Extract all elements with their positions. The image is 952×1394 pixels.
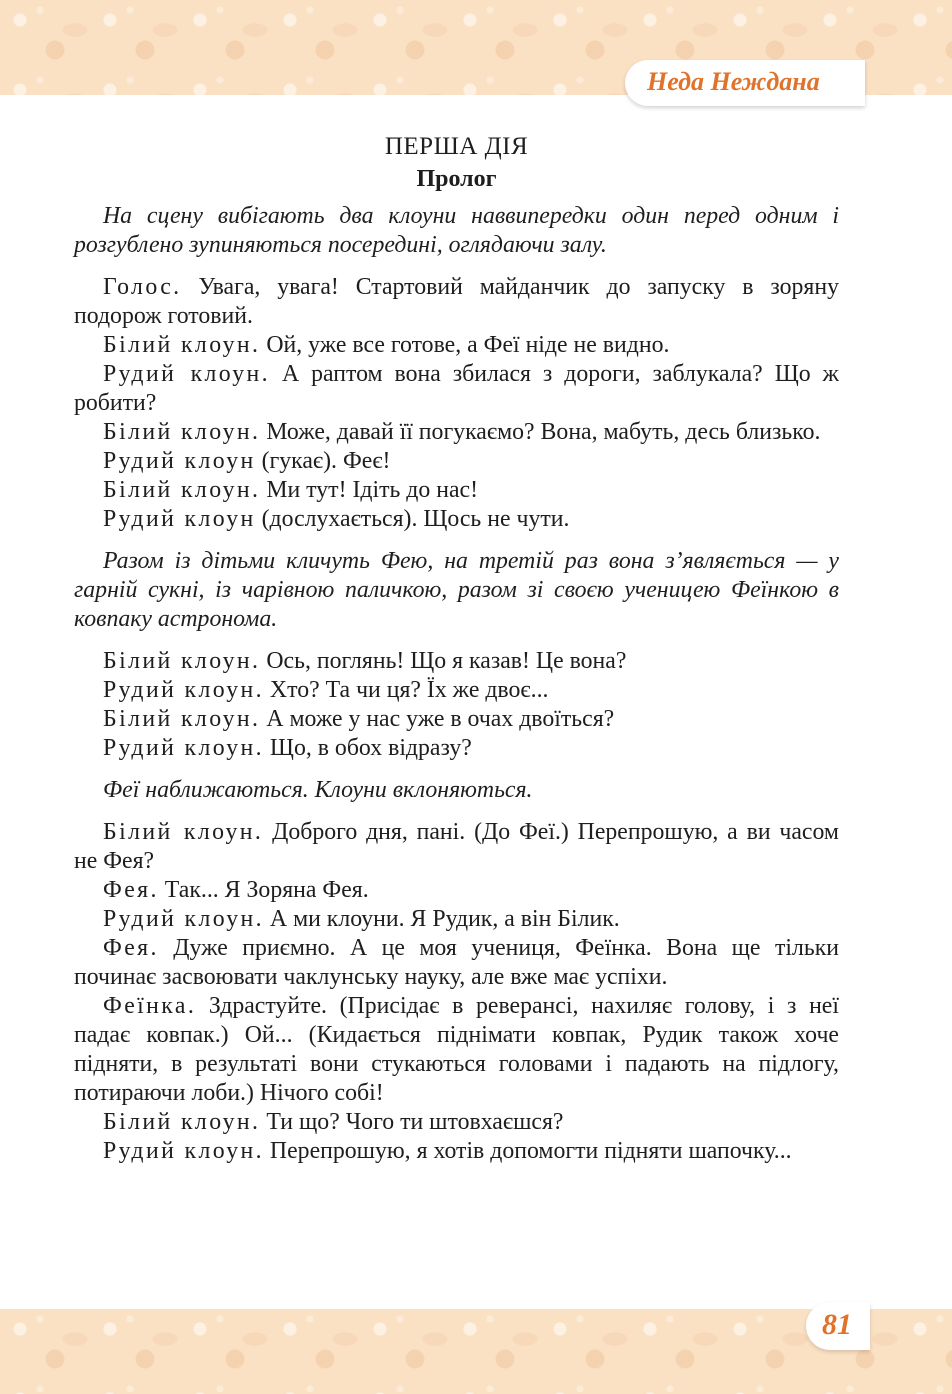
speaker-name: Білий клоун. — [103, 332, 261, 358]
dialogue-text: Ми тут! Ідіть до нас! — [260, 477, 479, 503]
running-header — [625, 60, 865, 106]
dialogue-text: Здрастуйте. (Присідає в реверансі, нахиляє голову, і з неї падає ковпак.) Ой... (Кидається піднімати ковпак, Рудик також хоче підняти, в результаті вони стукаються головами і падають на підлогу, потираючи лоби.) Нічого собі! — [74, 993, 839, 1106]
page-content — [74, 130, 839, 1179]
dialogue-text: Ой, уже все готове, а Феї ніде не видно. — [260, 332, 670, 358]
dialogue-text: Так... Я Зоряна Фея. — [158, 877, 369, 903]
dialogue-line — [74, 360, 839, 418]
dialogue-line — [74, 1137, 839, 1166]
dialogue-block — [74, 818, 839, 1166]
speaker-name: Білий клоун. — [103, 419, 261, 445]
speaker-name: Рудий клоун. — [103, 1138, 264, 1164]
dialogue-text: Хто? Та чи ця? Їх же двоє... — [263, 677, 549, 703]
dialogue-line — [74, 647, 839, 676]
dialogue-text: (дослухається). Щось не чути. — [255, 506, 570, 532]
dialogue-text: Дуже приємно. А це моя учениця, Феїнка. Вона ще тільки починає засвоювати чаклунську науку, але вже має успіхи. — [74, 935, 839, 990]
speaker-name: Феїнка. — [103, 993, 197, 1019]
speaker-name: Рудий клоун. — [103, 361, 270, 387]
play-text — [74, 202, 839, 1166]
dialogue-line — [74, 934, 839, 992]
speaker-name: Рудий клоун. — [103, 677, 264, 703]
author-name: Неда Неждана — [647, 67, 820, 96]
speaker-name: Білий клоун. — [103, 819, 264, 845]
dialogue-text: А раптом вона збилася з дороги, заблукала? Що ж робити? — [74, 361, 840, 416]
dialogue-line — [74, 992, 839, 1108]
dialogue-line — [74, 273, 839, 331]
speaker-name: Рудий клоун. — [103, 906, 264, 932]
speaker-name: Фея. — [103, 935, 159, 961]
dialogue-text: Може, давай її погукаємо? Вона, мабуть, десь близько. — [260, 419, 821, 445]
dialogue-text: (гукає). Феє! — [255, 448, 391, 474]
stage-direction: Феї наближаються. Клоуни вклоняються. — [103, 777, 533, 803]
speaker-name: Рудий клоун. — [103, 735, 264, 761]
speaker-name: Фея. — [103, 877, 159, 903]
speaker-name: Рудий клоун — [103, 448, 256, 474]
dialogue-line — [74, 876, 839, 905]
stage-direction: На сцену вибігають два клоуни наввипередки один перед одним і розгублено зупиняються посередині, оглядаючи залу. — [74, 203, 839, 258]
dialogue-line — [74, 905, 839, 934]
speaker-name: Голос. — [103, 274, 182, 300]
dialogue-text: А ми клоуни. Я Рудик, а він Білик. — [263, 906, 620, 932]
dialogue-text: Увага, увага! Стартовий майданчик до запуску в зоряну подорож готовий. — [74, 274, 839, 329]
speaker-name: Рудий клоун — [103, 506, 256, 532]
dialogue-line — [74, 705, 839, 734]
dialogue-line — [74, 418, 839, 447]
speaker-name: Білий клоун. — [103, 706, 261, 732]
dialogue-line — [74, 818, 839, 876]
stage-direction: Разом із дітьми кличуть Фею, на третій раз вона з’являється — у гарній сукні, із чарівною паличкою, разом зі своєю ученицею Феїнкою в ковпаку астронома. — [74, 548, 839, 632]
page-number: 81 — [822, 1308, 852, 1341]
dialogue-text: Ти що? Чого ти штовхаєшся? — [260, 1109, 564, 1135]
dialogue-text: Що, в обох відразу? — [263, 735, 472, 761]
dialogue-text: Перепрошую, я хотів допомогти підняти шапочку... — [263, 1138, 792, 1164]
dialogue-line — [74, 676, 839, 705]
dialogue-text: Ось, поглянь! Що я казав! Це вона? — [260, 648, 627, 674]
dialogue-block — [74, 273, 839, 534]
speaker-name: Білий клоун. — [103, 477, 261, 503]
dialogue-block — [74, 647, 839, 763]
dialogue-line — [74, 447, 839, 476]
dialogue-line — [74, 505, 839, 534]
dialogue-text: А може у нас уже в очах двоїться? — [260, 706, 615, 732]
dialogue-line — [74, 1108, 839, 1137]
scene-title: Пролог — [416, 166, 497, 192]
dialogue-line — [74, 734, 839, 763]
speaker-name: Білий клоун. — [103, 648, 261, 674]
dialogue-line — [74, 476, 839, 505]
dialogue-line — [74, 331, 839, 360]
page-number-tab — [806, 1302, 870, 1350]
act-title: ПЕРША ДІЯ — [384, 133, 529, 160]
dialogue-text: Доброго дня, пані. (До Феї.) Перепрошую, а ви часом не Фея? — [74, 819, 839, 874]
speaker-name: Білий клоун. — [103, 1109, 261, 1135]
